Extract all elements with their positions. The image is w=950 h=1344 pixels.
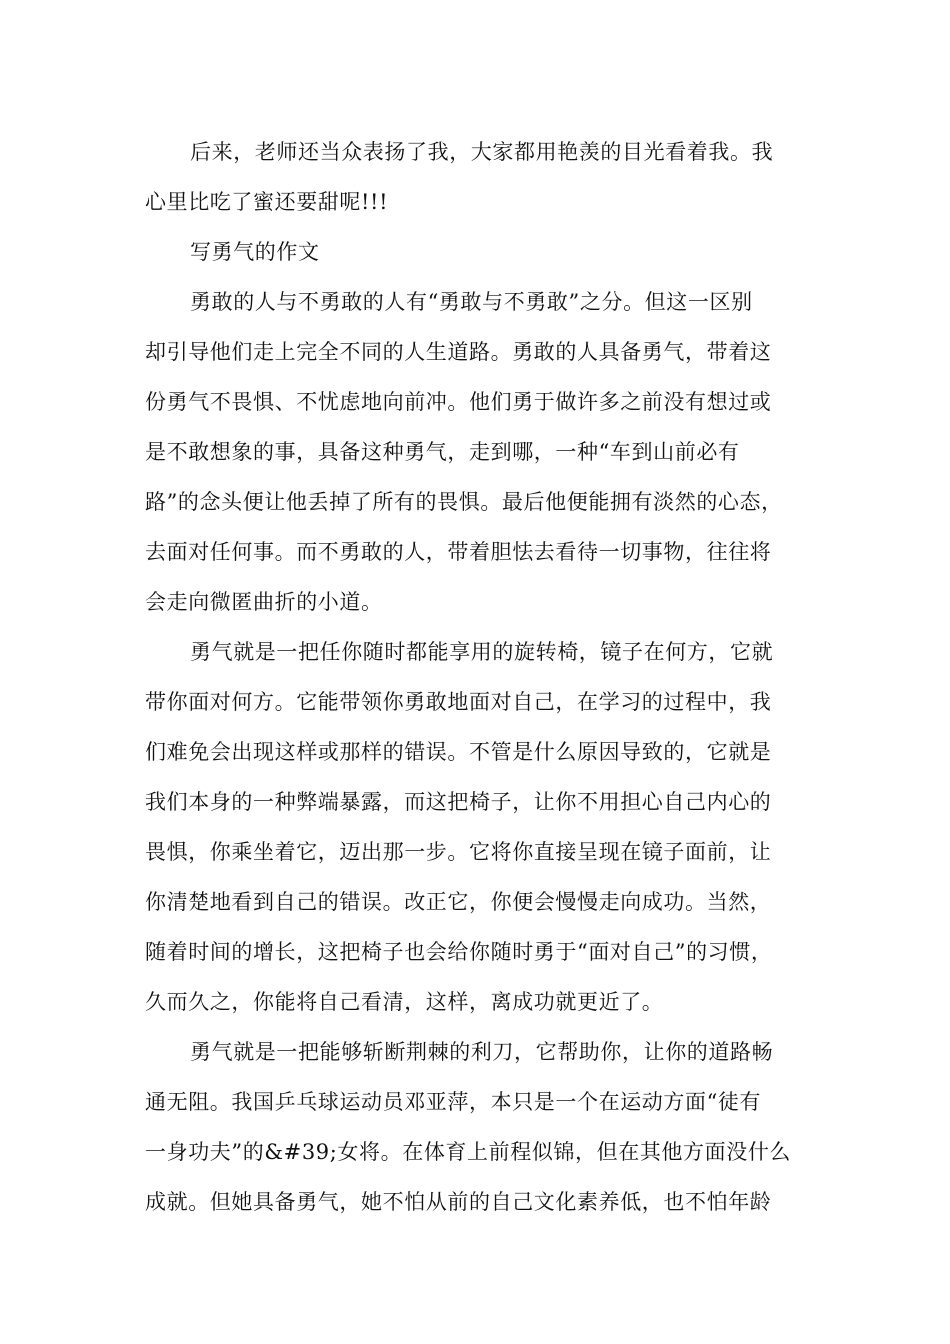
text-line: 会走向微匿曲折的小道。 [145,590,383,614]
text-line: 我们本身的一种弊端暴露，而这把椅子，让你不用担心自己内心的 [145,790,772,814]
text-line: 却引导他们走上完全不同的人生道路。勇敢的人具备勇气，带着这 [145,340,772,364]
text-line: 成就。但她具备勇气，她不怕从前的自己文化素养低，也不怕年龄 [145,1190,772,1214]
text-line: 份勇气不畏惧、不忧虑地向前冲。他们勇于做许多之前没有想过或 [145,390,772,414]
text-line: 心里比吃了蜜还要甜呢!!! [145,190,389,214]
text-line: 你清楚地看到自己的错误。改正它，你便会慢慢走向成功。当然， [145,890,772,914]
text-line: 们难免会出现这样或那样的错误。不管是什么原因导致的，它就是 [145,740,772,764]
text-line: 通无阻。我国乒乓球运动员邓亚萍，本只是一个在运动方面“徒有 [145,1090,762,1114]
text-line: 后来，老师还当众表扬了我，大家都用艳羡的目光看着我。我 [190,140,774,164]
text-line: 勇气就是一把任你随时都能享用的旋转椅，镜子在何方，它就 [190,640,774,664]
section-heading: 写勇气的作文 [190,240,320,264]
text-line: 路”的念头便让他丢掉了所有的畏惧。最后他便能拥有淡然的心态， [145,490,783,514]
text-line: 带你面对何方。它能带领你勇敢地面对自己，在学习的过程中，我 [145,690,772,714]
text-line: 久而久之，你能将自己看清，这样，离成功就更近了。 [145,990,664,1014]
text-line: 勇敢的人与不勇敢的人有“勇敢与不勇敢”之分。但这一区别 [190,290,753,314]
text-line: 随着时间的增长，这把椅子也会给你随时勇于“面对自己”的习惯， [145,940,773,964]
text-line: 一身功夫”的&#39;女将。在体育上前程似锦，但在其他方面没什么 [145,1140,792,1164]
text-line: 勇气就是一把能够斩断荆棘的利刀，它帮助你，让你的道路畅 [190,1040,774,1064]
text-line: 畏惧，你乘坐着它，迈出那一步。它将你直接呈现在镜子面前，让 [145,840,772,864]
text-line: 去面对任何事。而不勇敢的人，带着胆怯去看待一切事物，往往将 [145,540,772,564]
text-line: 是不敢想象的事，具备这种勇气，走到哪，一种“车到山前必有 [145,440,740,464]
